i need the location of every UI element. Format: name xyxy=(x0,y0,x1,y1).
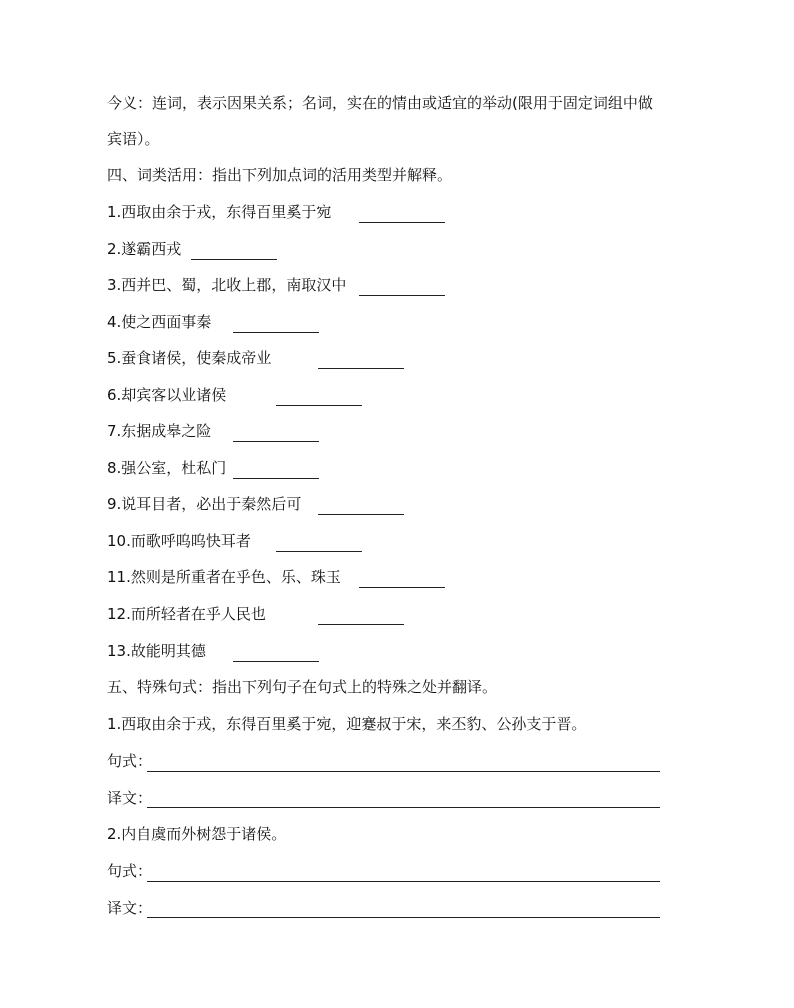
answer-blank-1[interactable] xyxy=(359,222,445,223)
section5-question-1: 1.西取由余于戎，东得百里奚于宛，迎蹇叔于宋，来丕豹、公孙支于晋。 xyxy=(107,715,587,733)
intro-line-1: 今义：连词，表示因果关系；名词，实在的情由或适宜的举动(限用于固定词组中做 xyxy=(107,94,653,112)
section4-item-3: 3.西并巴、蜀，北收上郡，南取汉中 xyxy=(107,276,347,294)
section4-item-4: 4.使之西面事秦 xyxy=(107,313,212,331)
q1-sentence-label: 句式： xyxy=(107,752,153,770)
q1-translation-label: 译文： xyxy=(107,789,153,807)
section4-item-2: 2.遂霸西戎 xyxy=(107,240,182,258)
answer-blank-2[interactable] xyxy=(191,259,277,260)
answer-blank-10[interactable] xyxy=(276,551,362,552)
section4-item-9: 9.说耳目者，必出于秦然后可 xyxy=(107,495,302,513)
q2-translation-answer-line[interactable] xyxy=(147,917,660,918)
q2-sentence-answer-line[interactable] xyxy=(147,881,660,882)
section5-question-2: 2.内自虞而外树怨于诸侯。 xyxy=(107,825,287,843)
section4-item-5: 5.蚕食诸侯，使秦成帝业 xyxy=(107,349,272,367)
section4-item-10: 10.而歌呼呜呜快耳者 xyxy=(107,532,251,550)
intro-line-2: 宾语）。 xyxy=(107,130,160,148)
section4-item-6: 6.却宾客以业诸侯 xyxy=(107,386,227,404)
q2-sentence-label: 句式： xyxy=(107,862,153,880)
section4-item-11: 11.然则是所重者在乎色、乐、珠玉 xyxy=(107,568,341,586)
answer-blank-12[interactable] xyxy=(318,624,404,625)
answer-blank-9[interactable] xyxy=(318,514,404,515)
answer-blank-13[interactable] xyxy=(233,661,319,662)
q2-translation-label: 译文： xyxy=(107,899,153,917)
section4-item-12: 12.而所轻者在乎人民也 xyxy=(107,605,266,623)
section4-item-1: 1.西取由余于戎，东得百里奚于宛 xyxy=(107,203,332,221)
answer-blank-4[interactable] xyxy=(233,332,319,333)
section4-item-7: 7.东据成皋之险 xyxy=(107,422,212,440)
section4-heading: 四、词类活用：指出下列加点词的活用类型并解释。 xyxy=(107,166,453,184)
answer-blank-7[interactable] xyxy=(233,441,319,442)
answer-blank-3[interactable] xyxy=(359,295,445,296)
answer-blank-8[interactable] xyxy=(233,478,319,479)
q1-sentence-answer-line[interactable] xyxy=(147,771,660,772)
answer-blank-5[interactable] xyxy=(318,368,404,369)
q1-translation-answer-line[interactable] xyxy=(147,807,660,808)
section4-item-13: 13.故能明其德 xyxy=(107,642,206,660)
section5-heading: 五、特殊句式：指出下列句子在句式上的特殊之处并翻译。 xyxy=(107,678,498,696)
answer-blank-6[interactable] xyxy=(276,405,362,406)
answer-blank-11[interactable] xyxy=(359,587,445,588)
section4-item-8: 8.强公室，杜私门 xyxy=(107,459,227,477)
